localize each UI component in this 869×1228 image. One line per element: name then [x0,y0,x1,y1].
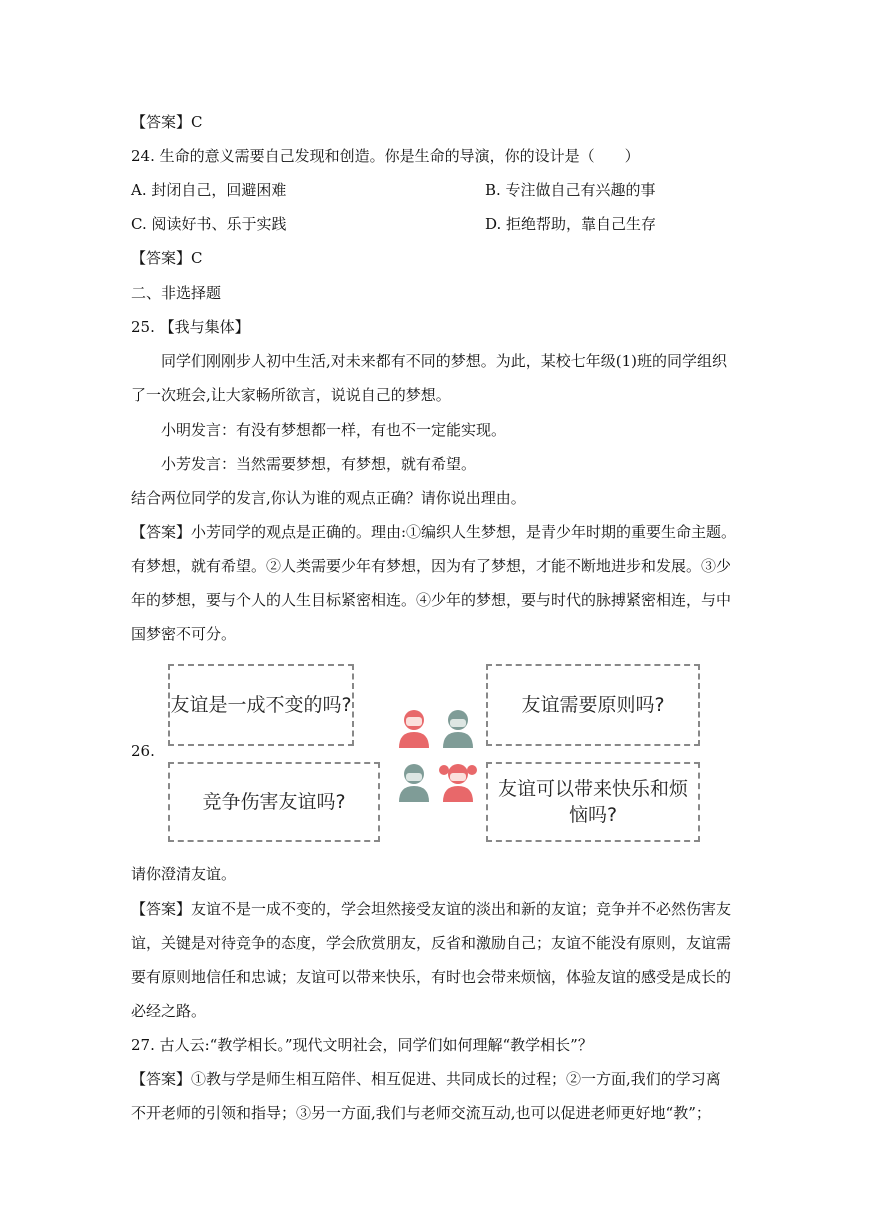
friendship-figure [168,662,702,846]
option-24-c: C. 阅读好书、乐于实践 [131,215,287,233]
answer-27-line-2: 不开老师的引领和指导；③另一方面,我们与老师交流互动,也可以促进老师更好地“教”； [131,1104,711,1122]
option-24-b: B. 专注做自己有兴趣的事 [485,181,656,199]
question-24: 24. 生命的意义需要自己发现和创造。你是生命的导演，你的设计是（ ） [131,147,640,165]
question-bubble-2: 友谊需要原则吗? [486,664,700,746]
answer-25-line-1: 【答案】小芳同学的观点是正确的。理由:①编织人生梦想，是青少年时期的重要生命主题。 [131,523,737,541]
option-24-d: D. 拒绝帮助，靠自己生存 [485,215,657,233]
answer-23: 【答案】C [131,113,203,131]
answer-25-line-4: 国梦密不可分。 [131,625,237,643]
answer-26-line-2: 谊，关键是对待竞争的态度，学会欣赏朋友，反省和激励自己；友谊不能没有原则，友谊需 [131,934,732,952]
question-bubble-1: 友谊是一成不变的吗? [168,664,354,746]
girl-icon [396,708,432,748]
answer-26-line-1: 【答案】友谊不是一成不变的，学会坦然接受友谊的淡出和新的友谊；竞争并不必然伤害友 [131,900,732,918]
section-heading: 二、非选择题 [131,284,222,302]
boy-icon [396,762,432,802]
answer-25-line-3: 年的梦想，要与个人的人生目标紧密相连。④少年的梦想，要与时代的脉搏紧密相连，与中 [131,591,732,609]
question-25: 25. 【我与集体】 [131,318,250,336]
answer-26-line-3: 要有原则地信任和忠诚；友谊可以带来快乐，有时也会带来烦恼，体验友谊的感受是成长的 [131,968,732,986]
answer-27-line-1: 【答案】①教与学是师生相互陪伴、相互促进、共同成长的过程；②一方面,我们的学习离 [131,1070,721,1088]
answer-25-line-2: 有梦想，就有希望。②人类需要少年有梦想，因为有了梦想，才能不断地进步和发展。③少 [131,557,732,575]
option-24-a: A. 封闭自己，回避困难 [131,181,287,199]
q26-question: 请你澄清友谊。 [131,865,237,883]
q25-paragraph-line-2: 了一次班会,让大家畅所欲言，说说自己的梦想。 [131,386,451,404]
question-bubble-4: 友谊可以带来快乐和烦恼吗? [486,762,700,842]
answer-26-line-4: 必经之路。 [131,1002,207,1020]
answer-24: 【答案】C [131,249,203,267]
question-26-number: 26. [131,742,155,760]
q25-paragraph-line-1: 同学们刚刚步人初中生活,对未来都有不同的梦想。为此，某校七年级(1)班的同学组织 [161,352,728,370]
q25-question: 结合两位同学的发言,你认为谁的观点正确？请你说出理由。 [131,489,526,507]
girl-pigtails-icon [438,762,478,802]
q25-xiaoming: 小明发言：有没有梦想都一样，有也不一定能实现。 [161,421,507,439]
boy-icon [440,708,476,748]
q25-xiaofang: 小芳发言：当然需要梦想，有梦想，就有希望。 [161,455,477,473]
question-27: 27. 古人云:“教学相长。”现代文明社会，同学们如何理解“教学相长”？ [131,1036,593,1054]
question-bubble-3: 竞争伤害友谊吗? [168,762,380,842]
